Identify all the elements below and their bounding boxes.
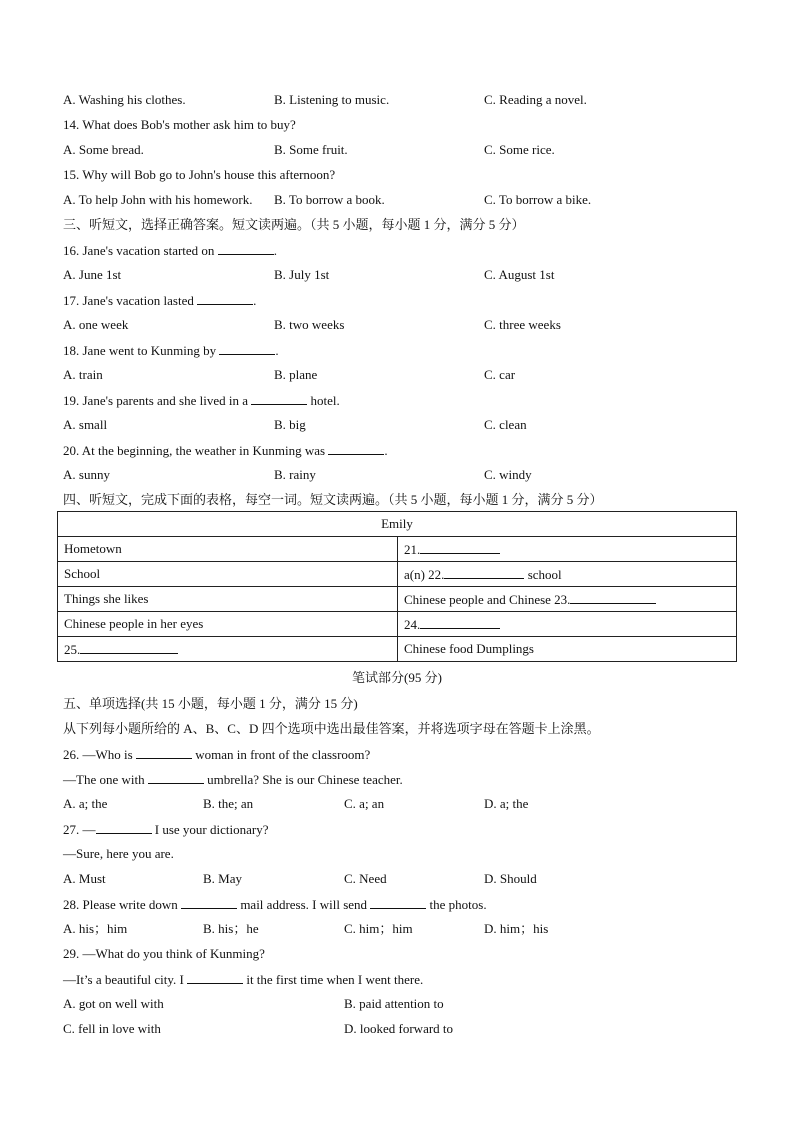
- table-cell-answer: [398, 587, 737, 612]
- cell-text-end: school: [527, 566, 562, 582]
- answer-blank: [570, 591, 656, 604]
- q27-option-c: C. Need: [344, 871, 387, 886]
- q19-stem-text: 19. Jane's parents and she lived in a: [63, 393, 249, 408]
- q16-stem-end: .: [273, 243, 277, 258]
- q29-text-end: it the first time when I went there.: [246, 972, 424, 987]
- q27-text-end: I use your dictionary?: [154, 822, 269, 837]
- q14-option-c: C. Some rice.: [484, 142, 555, 157]
- q19-option-b: B. big: [274, 417, 306, 432]
- q29-option-a: A. got on well with: [63, 996, 164, 1011]
- table-cell-value: Chinese food Dumplings: [398, 637, 737, 662]
- answer-blank: [218, 242, 274, 255]
- q17-option-a: A. one week: [63, 317, 129, 332]
- q14-option-b: B. Some fruit.: [274, 142, 348, 157]
- q19-option-a: A. small: [63, 417, 108, 432]
- q26-text-end: umbrella? She is our Chinese teacher.: [207, 772, 403, 787]
- q15-option-c: C. To borrow a bike.: [484, 192, 592, 207]
- q15-stem: 15. Why will Bob go to John's house this afternoon?: [63, 167, 336, 182]
- q20-stem-end: .: [384, 443, 388, 458]
- written-part-title: 笔试部分(95 分): [352, 670, 442, 685]
- answer-blank: [80, 641, 178, 654]
- q17-stem-end: .: [253, 293, 257, 308]
- q17-stem: [63, 292, 256, 309]
- q29-option-d: D. looked forward to: [344, 1021, 454, 1036]
- table-cell-answer: [398, 537, 737, 562]
- section5-heading: 五、单项选择(共 15 小题，每小题 1 分，满分 15 分): [63, 696, 358, 711]
- q27-line2: —Sure, here you are.: [63, 846, 174, 861]
- table-cell-answer: [398, 612, 737, 637]
- q18-stem: [63, 342, 279, 359]
- q18-option-a: A. train: [63, 367, 103, 382]
- q29-option-c: C. fell in love with: [63, 1021, 161, 1036]
- q17-stem-text: 17. Jane's vacation lasted: [63, 293, 194, 308]
- answer-blank: [251, 392, 307, 405]
- q14-option-a: A. Some bread.: [63, 142, 144, 157]
- answer-blank: [444, 566, 524, 579]
- answer-blank: [197, 292, 253, 305]
- q28-option-a: A. his；him: [63, 921, 128, 936]
- q29-option-b: B. paid attention to: [344, 996, 444, 1011]
- q14-stem: 14. What does Bob's mother ask him to buy?: [63, 117, 296, 132]
- q16-option-b: B. July 1st: [274, 267, 330, 282]
- table-cell-label: School: [58, 562, 398, 587]
- q20-option-c: C. windy: [484, 467, 532, 482]
- q16-option-c: C. August 1st: [484, 267, 555, 282]
- q28-option-d: D. him；his: [484, 921, 549, 936]
- q13-option-a: A. Washing his clothes.: [63, 92, 186, 107]
- q26-line1: [63, 746, 370, 763]
- cell-text: a(n) 22.: [404, 566, 445, 582]
- q28-text-end: the photos.: [429, 897, 487, 912]
- q13-option-b: B. Listening to music.: [274, 92, 390, 107]
- answer-blank: [219, 342, 275, 355]
- q26-option-a: A. a; the: [63, 796, 108, 811]
- table-header-row: [58, 512, 737, 537]
- q26-option-d: D. a; the: [484, 796, 529, 811]
- q15-option-a: A. To help John with his homework.: [63, 192, 253, 207]
- q29-line1: 29. —What do you think of Kunming?: [63, 946, 265, 961]
- q16-stem: [63, 242, 277, 259]
- table-cell-label: Hometown: [58, 537, 398, 562]
- answer-blank: [420, 541, 500, 554]
- table-row: [58, 562, 737, 587]
- q19-stem: [63, 392, 340, 409]
- q18-stem-text: 18. Jane went to Kunming by: [63, 343, 217, 358]
- q26-text: 26. —Who is: [63, 747, 133, 762]
- table-cell-answer: [58, 637, 398, 662]
- q28-option-b: B. his；he: [203, 921, 259, 936]
- q27-text: 27. —: [63, 822, 96, 837]
- q29-line2: [63, 971, 423, 988]
- table-cell-label: Chinese people in her eyes: [58, 612, 398, 637]
- table-cell-answer: [398, 562, 737, 587]
- cell-text: 25.: [64, 641, 81, 657]
- table-row: [58, 537, 737, 562]
- q19-stem-end: hotel.: [310, 393, 340, 408]
- q16-option-a: A. June 1st: [63, 267, 122, 282]
- q29-text: —It’s a beautiful city. I: [63, 972, 184, 987]
- answer-blank: [181, 896, 237, 909]
- q20-stem-text: 20. At the beginning, the weather in Kunming was: [63, 443, 326, 458]
- table-row: [58, 637, 737, 662]
- table-title: Emily: [58, 512, 737, 537]
- q16-stem-text: 16. Jane's vacation started on: [63, 243, 215, 258]
- q27-option-a: A. Must: [63, 871, 106, 886]
- section3-heading: 三、听短文，选择正确答案。短文读两遍。（共 5 小题，每小题 1 分，满分 5 分）: [63, 217, 525, 232]
- emily-table: [57, 511, 737, 662]
- table-row: [58, 587, 737, 612]
- q26-option-c: C. a; an: [344, 796, 385, 811]
- answer-blank: [420, 616, 500, 629]
- q28-text: 28. Please write down: [63, 897, 178, 912]
- answer-blank: [370, 896, 426, 909]
- q26-text: —The one with: [63, 772, 145, 787]
- q17-option-b: B. two weeks: [274, 317, 345, 332]
- table-cell-label: Things she likes: [58, 587, 398, 612]
- answer-blank: [136, 746, 192, 759]
- section4-heading: 四、听短文，完成下面的表格，每空一词。短文读两遍。（共 5 小题，每小题 1 分，满分 5 分）: [63, 492, 603, 507]
- q27-option-b: B. May: [203, 871, 242, 886]
- q28-text-mid: mail address. I will send: [240, 897, 368, 912]
- q17-option-c: C. three weeks: [484, 317, 561, 332]
- q15-option-b: B. To borrow a book.: [274, 192, 385, 207]
- q26-line2: [63, 771, 403, 788]
- cell-text: 24.: [404, 616, 421, 632]
- q18-option-b: B. plane: [274, 367, 318, 382]
- q13-option-c: C. Reading a novel.: [484, 92, 587, 107]
- answer-blank: [328, 442, 384, 455]
- q26-text-end: woman in front of the classroom?: [195, 747, 371, 762]
- cell-text: Chinese people and Chinese 23.: [404, 591, 571, 607]
- table-row: [58, 612, 737, 637]
- q20-option-a: A. sunny: [63, 467, 110, 482]
- q20-stem: [63, 442, 388, 459]
- q27-line1: [63, 821, 268, 838]
- q20-option-b: B. rainy: [274, 467, 316, 482]
- q27-option-d: D. Should: [484, 871, 537, 886]
- answer-blank: [96, 821, 152, 834]
- cell-text: 21.: [404, 541, 421, 557]
- q19-option-c: C. clean: [484, 417, 527, 432]
- answer-blank: [187, 971, 243, 984]
- section5-instruction: 从下列每小题所给的 A、B、C、D 四个选项中选出最佳答案，并将选项字母在答题卡上涂黑。: [63, 721, 600, 736]
- q26-option-b: B. the; an: [203, 796, 254, 811]
- q28-option-c: C. him；him: [344, 921, 413, 936]
- answer-blank: [148, 771, 204, 784]
- q18-option-c: C. car: [484, 367, 516, 382]
- q28-line1: [63, 896, 487, 913]
- q18-stem-end: .: [275, 343, 279, 358]
